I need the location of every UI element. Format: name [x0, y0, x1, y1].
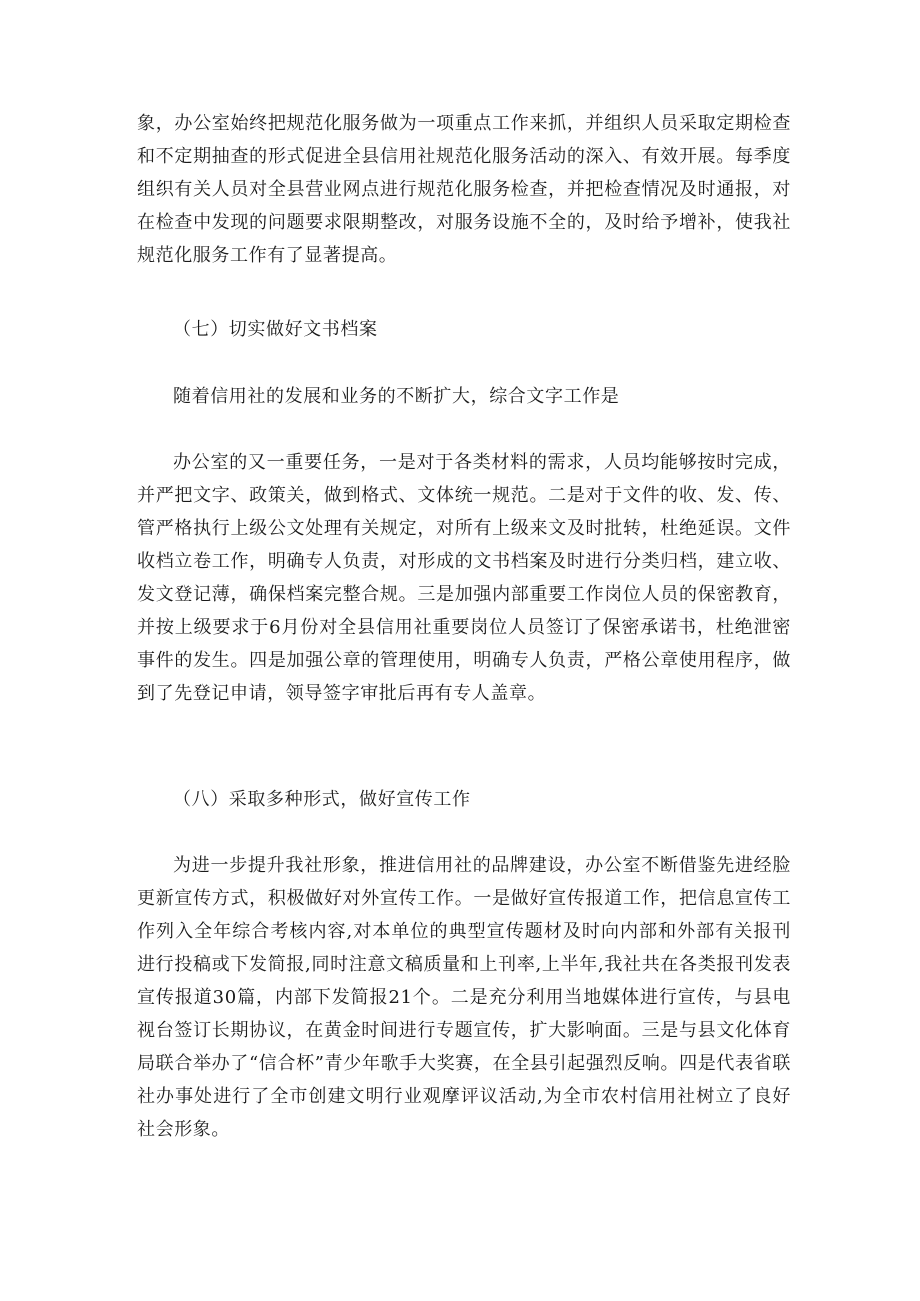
body-paragraph-archives-intro: 随着信用社的发展和业务的不断扩大，综合文字工作是	[173, 386, 620, 407]
section-heading-archives: （七）切实做好文书档案	[173, 319, 378, 340]
body-paragraph-archives: 办公室的又一重要任务，一是对于各类材料的需求，人员均能够按时完成，并严把文字、政策关，做到格式、文体统一规范。二是对于文件的收、发、传、管严格执行上级公文处理有关规定，对所有上级来文及时批转，杜绝延误。文件收档立卷工作，明确专人负责，对形成的文书档案及时进行分类归档，建立收、发文登记薄，确保档案完整合规。三是加强内部重要工作岗位人员的保密教育，并按上级要求于6月份对全县信用社重要岗位人员签订了保密承诺书，杜绝泄密事件的发生。四是加强公章的管理使用，明确专人负责，严格公章使用程序，做到了先登记申请，领导签字审批后再有专人盖章。	[137, 452, 791, 704]
section-heading-publicity: （八）采取多种形式，做好宣传工作	[173, 789, 471, 810]
body-paragraph-publicity: 为进一步提升我社形象，推进信用社的品牌建设，办公室不断借鉴先进经脸更新宣传方式，积极做好对外宣传工作。一是做好宣传报道工作，把信息宣传工作列入全年综合考核内容,对本单位的典型宣传题材及时向内部和外部有关报刊进行投稿或下发简报,同时注意文稿质量和上刊率,上半年,我社共在各类报刊发表宣传报道30篇，内部下发简报21个。二是充分利用当地媒体进行宣传，与县电视台签订长期协议，在黄金时间进行专题宣传，扩大影响面。三是与县文化体育局联合举办了“信合杯”青少年歌手大奖赛，在全县引起强烈反响。四是代表省联社办事处进行了全市创建文明行业观摩评议活动,为全市农村信用社树立了良好社会形象。	[137, 855, 791, 1140]
body-paragraph-service: 象，办公室始终把规范化服务做为一项重点工作来抓，并组织人员采取定期检查和不定期抽查的形式促进全县信用社规范化服务活动的深入、有效开展。每季度组织有关人员对全县营业网点进行规范化服务检查，并把检查情况及时通报，对在检查中发现的问题要求限期整改，对服务设施不全的，及时给予增补，使我社规范化服务工作有了显著提高。	[137, 113, 791, 266]
